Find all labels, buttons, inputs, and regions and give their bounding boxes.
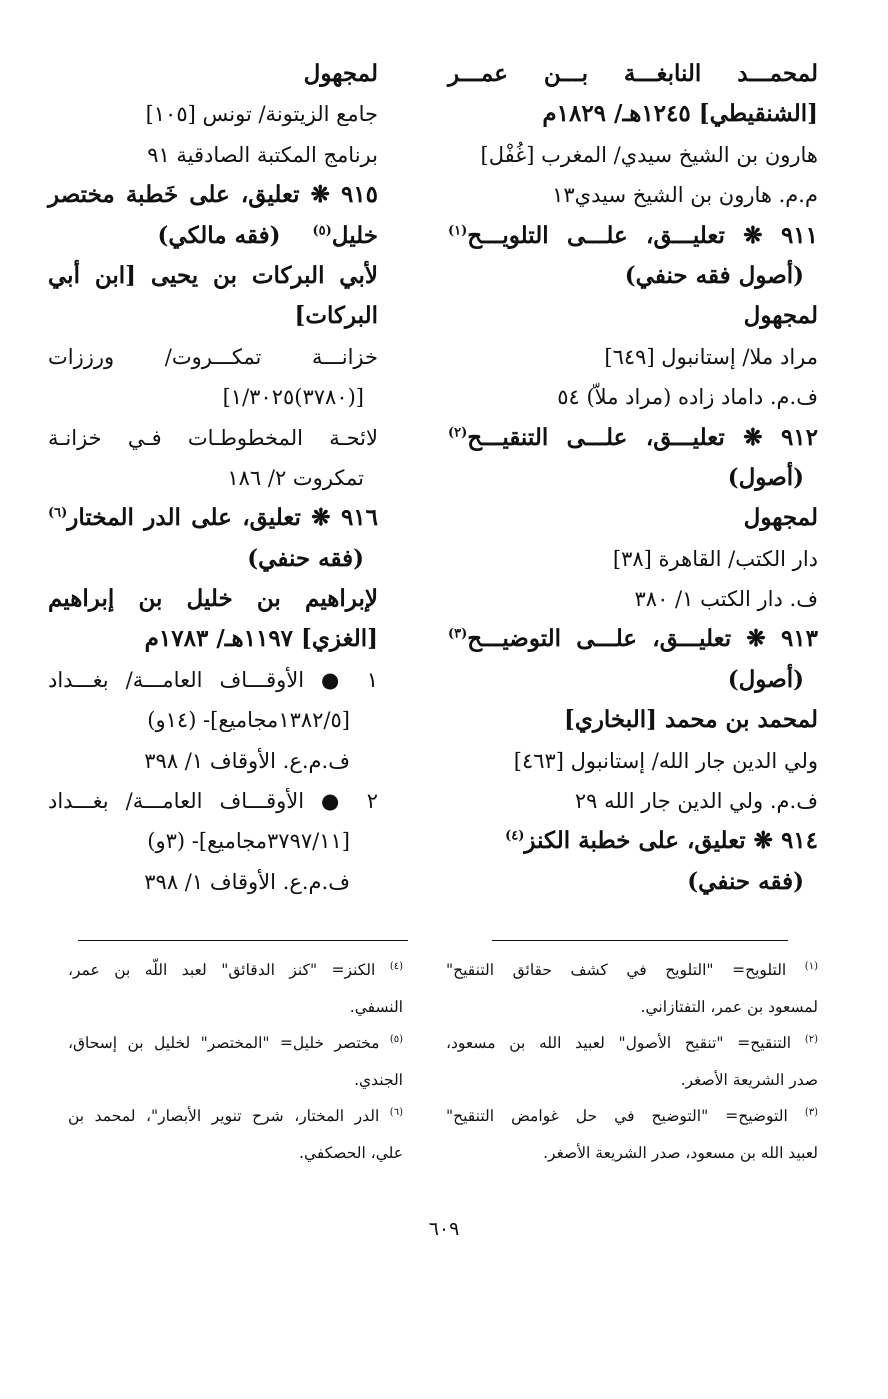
text-line <box>448 94 818 134</box>
text-line <box>48 418 378 458</box>
text-line <box>448 216 818 256</box>
footnote-line <box>446 1098 818 1135</box>
line-text: مراد ملا/ إستانبول [٦٤٩] <box>604 344 818 369</box>
line-text: ٩١٦ ❋ تعليق، على الدر المختار <box>67 504 378 532</box>
line-text: البركات] <box>294 302 378 330</box>
text-line <box>48 498 378 538</box>
line-text: خزانـــة تمكـــروت/ ورززات <box>48 344 378 369</box>
footnote-line <box>68 1098 403 1135</box>
line-text: ولي الدين جار الله/ إستانبول [٤٦٣] <box>513 748 818 773</box>
line-text: لإبراهيم بن خليل بن إبراهيم <box>48 585 378 613</box>
text-line <box>448 377 818 417</box>
text-line <box>448 700 818 740</box>
footnote-number: (٦) <box>389 1106 403 1118</box>
line-text: ف.م. ولي الدين جار الله ٢٩ <box>574 789 818 814</box>
line-text: (فقه حنفي) <box>687 867 804 895</box>
line-text: ٩١٥ ❋ تعليق، على خَطبة مختصر <box>48 181 378 209</box>
footnote-marker: (٣) <box>448 626 468 642</box>
line-text: ف.م.ع. الأوقاف ١/ ٣٩٨ <box>144 869 350 894</box>
line-text: ٩١٢ ❋ تعليـــق، علـــى التنقيـــح <box>467 423 818 451</box>
footnote-line <box>68 1135 403 1172</box>
footnote-text: صدر الشريعة الأصغر. <box>680 1070 818 1089</box>
line-text: (أصول فقه حنفي) <box>624 261 804 289</box>
footnotes-left <box>68 952 403 1171</box>
footnote-line <box>446 1025 818 1062</box>
line-text: ف. دار الكتب ١/ ٣٨٠ <box>634 587 818 612</box>
footnote-line <box>446 1135 818 1172</box>
text-line <box>448 660 818 700</box>
line-text: لمحمـــد النابغـــة بـــن عمـــر <box>448 60 818 87</box>
footnote-line <box>68 989 403 1026</box>
line-text: لمجهول <box>303 60 378 87</box>
line-text: ٩١٤ ❋ تعليق، على خطبة الكنز <box>524 827 818 855</box>
footnote-rule-left <box>78 940 408 941</box>
text-line <box>48 175 378 215</box>
text-line <box>48 700 378 740</box>
line-text: خليل <box>331 221 378 249</box>
text-line <box>448 781 818 821</box>
line-text: لأبي البركات بن يحيى [ابن أبي <box>48 261 378 289</box>
text-line <box>48 135 378 175</box>
line-text: ف.م. داماد زاده (مراد ملاّ) ٥٤ <box>557 385 818 410</box>
footnote-marker: (١) <box>448 222 468 238</box>
text-line <box>448 256 818 296</box>
text-line <box>48 741 378 781</box>
text-line <box>48 458 378 498</box>
text-line <box>48 619 378 659</box>
line-text: م.م. هارون بن الشيخ سيدي١٣ <box>552 183 818 208</box>
line-text: [(٣٧٨٠)١/٣٠٢٥] <box>222 385 364 410</box>
text-line <box>448 539 818 579</box>
line-text: [الشنقيطي] ١٢٤٥هـ/ ١٨٢٩م <box>542 100 818 128</box>
footnote-number: (٣) <box>804 1106 818 1118</box>
text-line <box>448 821 818 861</box>
footnote-text: التنقيح= "تنقيح الأصول" لعبيد الله بن مسعود، <box>446 1034 792 1052</box>
text-line <box>48 821 378 861</box>
line-text: لمحمد بن محمد [البخاري] <box>563 706 818 734</box>
footnote-number: (٢) <box>804 1033 818 1045</box>
text-line <box>448 135 818 175</box>
footnote-text: الدر المختار، شرح تنوير الأبصار"، لمحمد بن <box>68 1107 380 1125</box>
text-line <box>48 216 378 256</box>
text-line <box>448 862 818 902</box>
line-text: (أصول) <box>727 463 804 491</box>
footnote-line <box>446 989 818 1026</box>
text-line <box>48 539 378 579</box>
footnote-number: (٤) <box>389 960 403 972</box>
text-line <box>448 54 818 94</box>
text-line <box>48 296 378 336</box>
line-text: لمجهول <box>743 302 818 330</box>
footnote-text: علي، الحصكفي. <box>299 1143 403 1162</box>
text-line <box>448 579 818 619</box>
text-line <box>448 296 818 336</box>
line-text: (أصول) <box>727 665 804 693</box>
text-line <box>448 418 818 458</box>
line-text: دار الكتب/ القاهرة [٣٨] <box>612 546 818 571</box>
text-line <box>48 94 378 134</box>
footnote-marker: (٤) <box>505 828 525 844</box>
line-text: (فقه حنفي) <box>247 544 364 572</box>
line-text: ١ ● الأوقـــاف العامـــة/ بغـــداد <box>48 667 378 692</box>
line-text: ٩١٣ ❋ تعليـــق، علـــى التوضيـــح <box>467 625 818 653</box>
line-text: تمكروت ٢/ ١٨٦ <box>227 465 364 490</box>
line-text: جامع الزيتونة/ تونس [١٠٥] <box>145 102 378 127</box>
footnote-text: التوضيح= "التوضيح في حل غوامض التنقيح" <box>446 1107 788 1125</box>
text-line <box>48 579 378 619</box>
page-number: ٦٠٩ <box>428 1218 460 1240</box>
left-column <box>48 54 378 902</box>
footnote-text: لعبيد الله بن مسعود، صدر الشريعة الأصغر. <box>543 1143 818 1162</box>
line-text: ف.م.ع. الأوقاف ١/ ٣٩٨ <box>144 748 350 773</box>
footnote-number: (٥) <box>389 1033 403 1045</box>
footnote-text: مختصر خليل= "المختصر" لخليل بن إسحاق، <box>68 1034 380 1052</box>
text-line <box>448 458 818 498</box>
text-line <box>448 619 818 659</box>
line-text: [الغزي] ١١٩٧هـ/ ١٧٨٣م <box>144 625 378 653</box>
footnote-marker: (٦) <box>48 505 68 521</box>
footnote-text: الكنز= "كنز الدقائق" لعبد اللّه بن عمر، <box>68 961 376 979</box>
text-line <box>448 175 818 215</box>
footnotes-right <box>446 952 818 1171</box>
text-line <box>48 337 378 377</box>
text-line <box>48 660 378 700</box>
line-text: لائحـة المخطوطـات فـي خزانـة <box>48 425 378 450</box>
right-column <box>448 54 818 902</box>
footnote-text: النسفي. <box>349 997 403 1016</box>
text-line <box>48 377 378 417</box>
footnote-text: لمسعود بن عمر، التفتازاني. <box>640 997 818 1016</box>
footnote-line <box>68 952 403 989</box>
line-text: [١٣٨٢/٥مجاميع]- (١٤و) <box>147 708 350 733</box>
line-text: برنامج المكتبة الصادقية ٩١ <box>147 142 378 167</box>
text-line <box>448 741 818 781</box>
footnote-line <box>446 1062 818 1099</box>
footnote-line <box>68 1062 403 1099</box>
footnote-line <box>446 952 818 989</box>
line-text: ٩١١ ❋ تعليـــق، علـــى التلويـــح <box>467 221 818 249</box>
line-tail: (فقه مالكي) <box>157 221 313 249</box>
footnote-text: التلويح= "التلويح في كشف حقائق التنقيح" <box>446 961 787 979</box>
text-line <box>48 781 378 821</box>
footnote-marker: (٢) <box>448 424 468 440</box>
text-line <box>48 256 378 296</box>
line-text: [٣٧٩٧/١١مجاميع]- (٣و) <box>147 829 350 854</box>
footnote-text: الجندي. <box>354 1070 403 1089</box>
footnote-rule-right <box>492 940 788 941</box>
line-text: لمجهول <box>743 504 818 532</box>
text-line <box>48 862 378 902</box>
line-text: هارون بن الشيخ سيدي/ المغرب [غُفْل] <box>480 142 818 167</box>
text-line <box>48 54 378 94</box>
text-line <box>448 337 818 377</box>
text-line <box>448 498 818 538</box>
footnote-number: (١) <box>804 960 818 972</box>
footnote-line <box>68 1025 403 1062</box>
footnote-marker: (٥) <box>312 222 332 238</box>
line-text: ٢ ● الأوقـــاف العامـــة/ بغـــداد <box>48 789 378 814</box>
